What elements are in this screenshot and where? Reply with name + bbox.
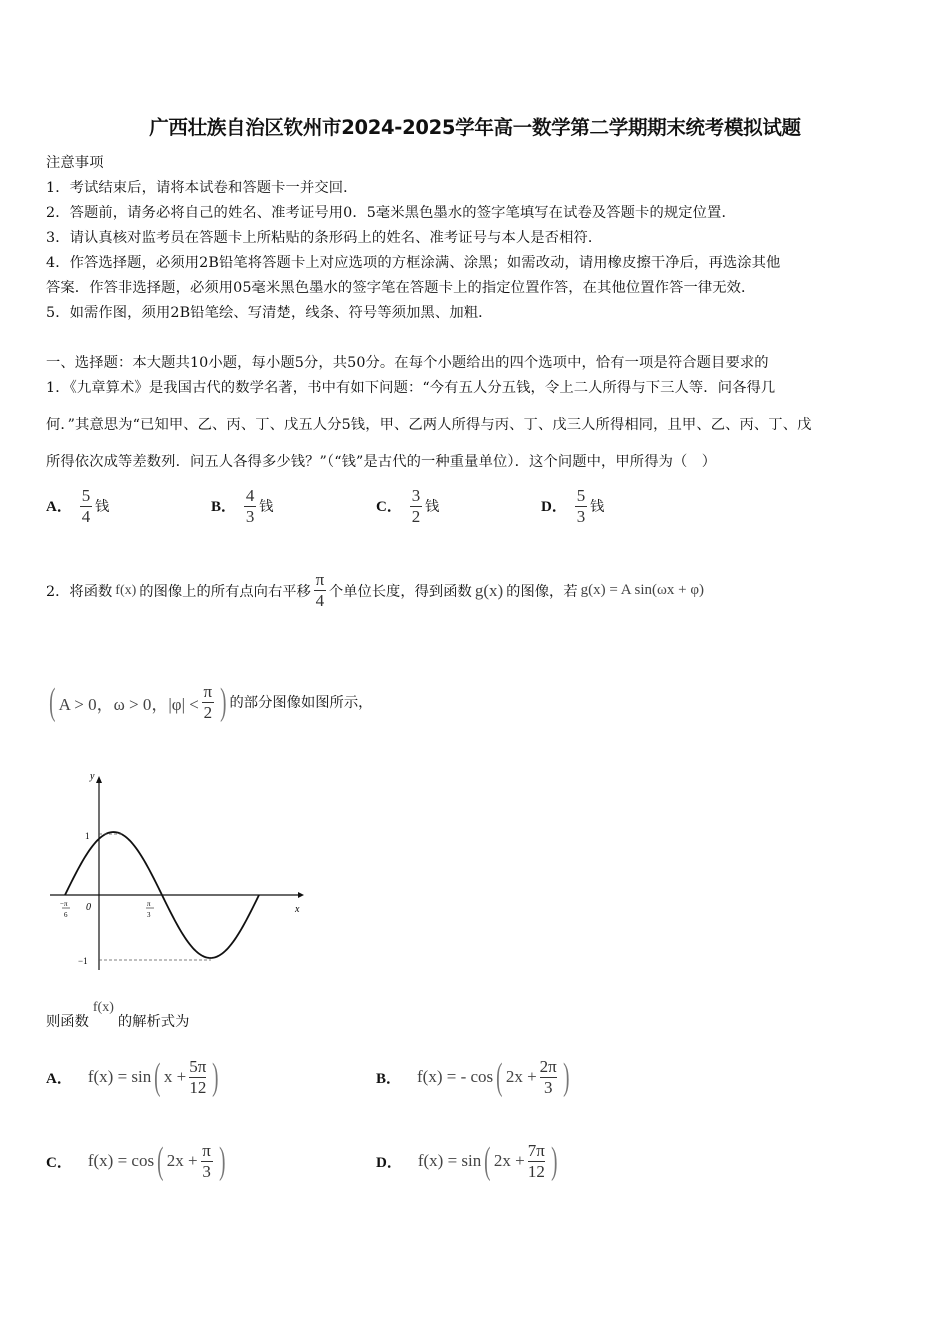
frac-num: π [203, 681, 213, 701]
ask-fx: f(x) [92, 1000, 114, 1015]
option-letter: B． [211, 499, 237, 515]
q2-text-e: 的部分图像如图所示， [229, 695, 373, 711]
inner: 2x + [166, 1151, 198, 1170]
q1-line-1: 1．《九章算术》是我国古代的数学名著，书中有如下问题：“今有五人分五钱，令上二人所得与下三人等．问各得几 [46, 380, 776, 396]
q2-fx: f(x) [115, 582, 137, 598]
fraction [575, 486, 587, 527]
sine-graph [46, 765, 306, 975]
q2-option-a[interactable]: A． f(x) = sin ( x + $\frac{5\pi}{12}$ ) [46, 1056, 219, 1098]
frac-den: 2 [411, 507, 421, 526]
frac-num: 4 [245, 486, 255, 505]
lhs: f(x) = sin [417, 1151, 482, 1170]
frac-den: 3 [245, 507, 255, 526]
x-axis-arrow [298, 892, 304, 898]
q2-cond: A > 0，ω > 0，|φ| < [58, 694, 199, 714]
q1-option-d[interactable] [541, 486, 604, 527]
page-title: 广西壮族自治区钦州市2024-2025学年高一数学第二学期期末统考模拟试题 [149, 116, 801, 139]
q1-line-3: 所得依次成等差数列．问五人各得多少钱？”（“钱”是古代的一种重量单位）．这个问题中，甲所得为（ ） [46, 454, 717, 470]
option-letter: B． [376, 1070, 402, 1087]
q2-gdef: g(x) = A sin(ωx + φ) [580, 582, 705, 598]
option-letter: D． [376, 1154, 402, 1171]
fraction [201, 1141, 213, 1182]
inner: 2x + [505, 1067, 537, 1086]
notice-item-4: 4．作答选择题，必须用2B铅笔将答题卡上对应选项的方框涂满、涂黑；如需改动，请用橡皮擦干净后，再选涂其他 [46, 255, 781, 271]
frac-num: π [202, 1140, 211, 1160]
unit: 钱 [424, 499, 440, 515]
x-left-den: 6 [64, 911, 68, 919]
q1-option-c[interactable] [376, 486, 439, 527]
q1-line-2: 何．”其意思为“已知甲、乙、丙、丁、戊五人分5钱，甲、乙两人所得与丙、丁、戊三人所得相同，且甲、乙、丙、丁、戊 [46, 417, 812, 433]
option-letter: A． [46, 1070, 72, 1087]
shift-fraction [314, 570, 326, 611]
lhs: f(x) = cos [87, 1151, 155, 1170]
fraction [189, 1057, 206, 1098]
lhs: f(x) = sin [87, 1067, 152, 1086]
x-right-num: π [147, 900, 151, 908]
frac-den: 4 [315, 591, 325, 610]
notice-item-3: 3．请认真核对监考员在答题卡上所粘贴的条形码上的姓名、准考证号与本人是否相符． [46, 230, 603, 246]
option-letter: A． [46, 499, 72, 515]
x-left-num: π [64, 900, 68, 908]
y-min-label: −1 [78, 956, 88, 966]
y-label: y [90, 771, 95, 782]
q2-condition: ( A > 0，ω > 0，|φ| < $\frac{\pi}{2}$ ) 的部分图像如图所示， [49, 681, 373, 723]
ask-b: 的解析式为 [117, 1014, 190, 1030]
frac-num: 2π [539, 1056, 557, 1076]
frac-den: 2 [203, 702, 213, 722]
frac-num: 7π [527, 1140, 545, 1160]
notice-item-5: 5．如需作图，须用2B铅笔绘、写清楚，线条、符号等须加黑、加粗． [46, 305, 493, 321]
frac-num: 5 [81, 486, 91, 505]
q2-option-b[interactable]: B． f(x) = - cos ( 2x + $\frac{2\pi}{3}$ ) [376, 1056, 570, 1098]
lhs: f(x) = - cos [417, 1067, 494, 1086]
fraction [244, 486, 256, 527]
q2-text-d: 的图像，若 [506, 583, 578, 600]
y-axis-arrow [96, 776, 102, 783]
fraction [410, 486, 422, 527]
option-letter: D． [541, 499, 567, 515]
x-label: x [295, 904, 300, 915]
q2-gx: g(x) [474, 580, 504, 600]
y-max-label: 1 [85, 831, 90, 841]
unit: 钱 [94, 499, 110, 515]
inner: 2x + [493, 1151, 525, 1170]
q2-option-d[interactable]: D． f(x) = sin ( 2x + $\frac{7\pi}{12}$ ) [376, 1140, 558, 1182]
frac-den: 3 [576, 507, 586, 526]
q2-stem [46, 570, 704, 611]
frac-den: 12 [527, 1161, 545, 1181]
frac-num: 5 [576, 486, 586, 505]
q1-option-b[interactable] [211, 486, 273, 527]
section-heading: 一、选择题：本大题共10小题，每小题5分，共50分。在每个小题给出的四个选项中，恰有一项是符合题目要求的 [46, 355, 769, 371]
unit: 钱 [259, 499, 274, 515]
frac-den: 3 [202, 1161, 211, 1181]
q1-option-a[interactable] [46, 486, 109, 527]
fraction [528, 1141, 545, 1182]
q2-text-c: 个单位长度，得到函数 [328, 583, 472, 600]
notice-heading: 注意事项 [46, 155, 104, 171]
frac-num: π [315, 570, 325, 589]
fraction [540, 1057, 557, 1098]
unit: 钱 [589, 499, 605, 515]
frac-den: 12 [189, 1077, 207, 1097]
q2-option-c[interactable]: C． f(x) = cos ( 2x + $\frac{\pi}{3}$ ) [46, 1140, 226, 1182]
frac-num: 5π [189, 1056, 207, 1076]
q2-number: 2． [46, 583, 70, 600]
notice-item-2: 2．答题前，请务必将自己的姓名、准考证号用0．5毫米黑色墨水的签字笔填写在试卷及答题卡的规定位置． [46, 205, 736, 221]
inner: x + [163, 1067, 187, 1086]
cond-fraction [202, 682, 214, 723]
fraction [80, 486, 92, 527]
q2-text-b: 的图像上的所有点向右平移 [139, 583, 311, 600]
notice-item-4-cont: 答案．作答非选择题，必须用05毫米黑色墨水的签字笔在答题卡上的指定位置作答，在其他位置作答一律无效． [46, 280, 756, 296]
frac-den: 4 [81, 507, 91, 526]
q2-text-a: 将函数 [69, 583, 113, 600]
x-left-sign: − [60, 900, 64, 908]
x-right-den: 3 [147, 911, 151, 919]
frac-num: 3 [411, 486, 421, 505]
frac-den: 3 [543, 1077, 553, 1097]
origin-label: 0 [86, 902, 91, 913]
notice-item-1: 1．考试结束后，请将本试卷和答题卡一并交回． [46, 180, 358, 196]
option-letter: C． [46, 1154, 72, 1171]
option-letter: C． [376, 499, 402, 515]
ask-a: 则函数 [46, 1014, 89, 1030]
q2-ask [46, 1000, 189, 1031]
